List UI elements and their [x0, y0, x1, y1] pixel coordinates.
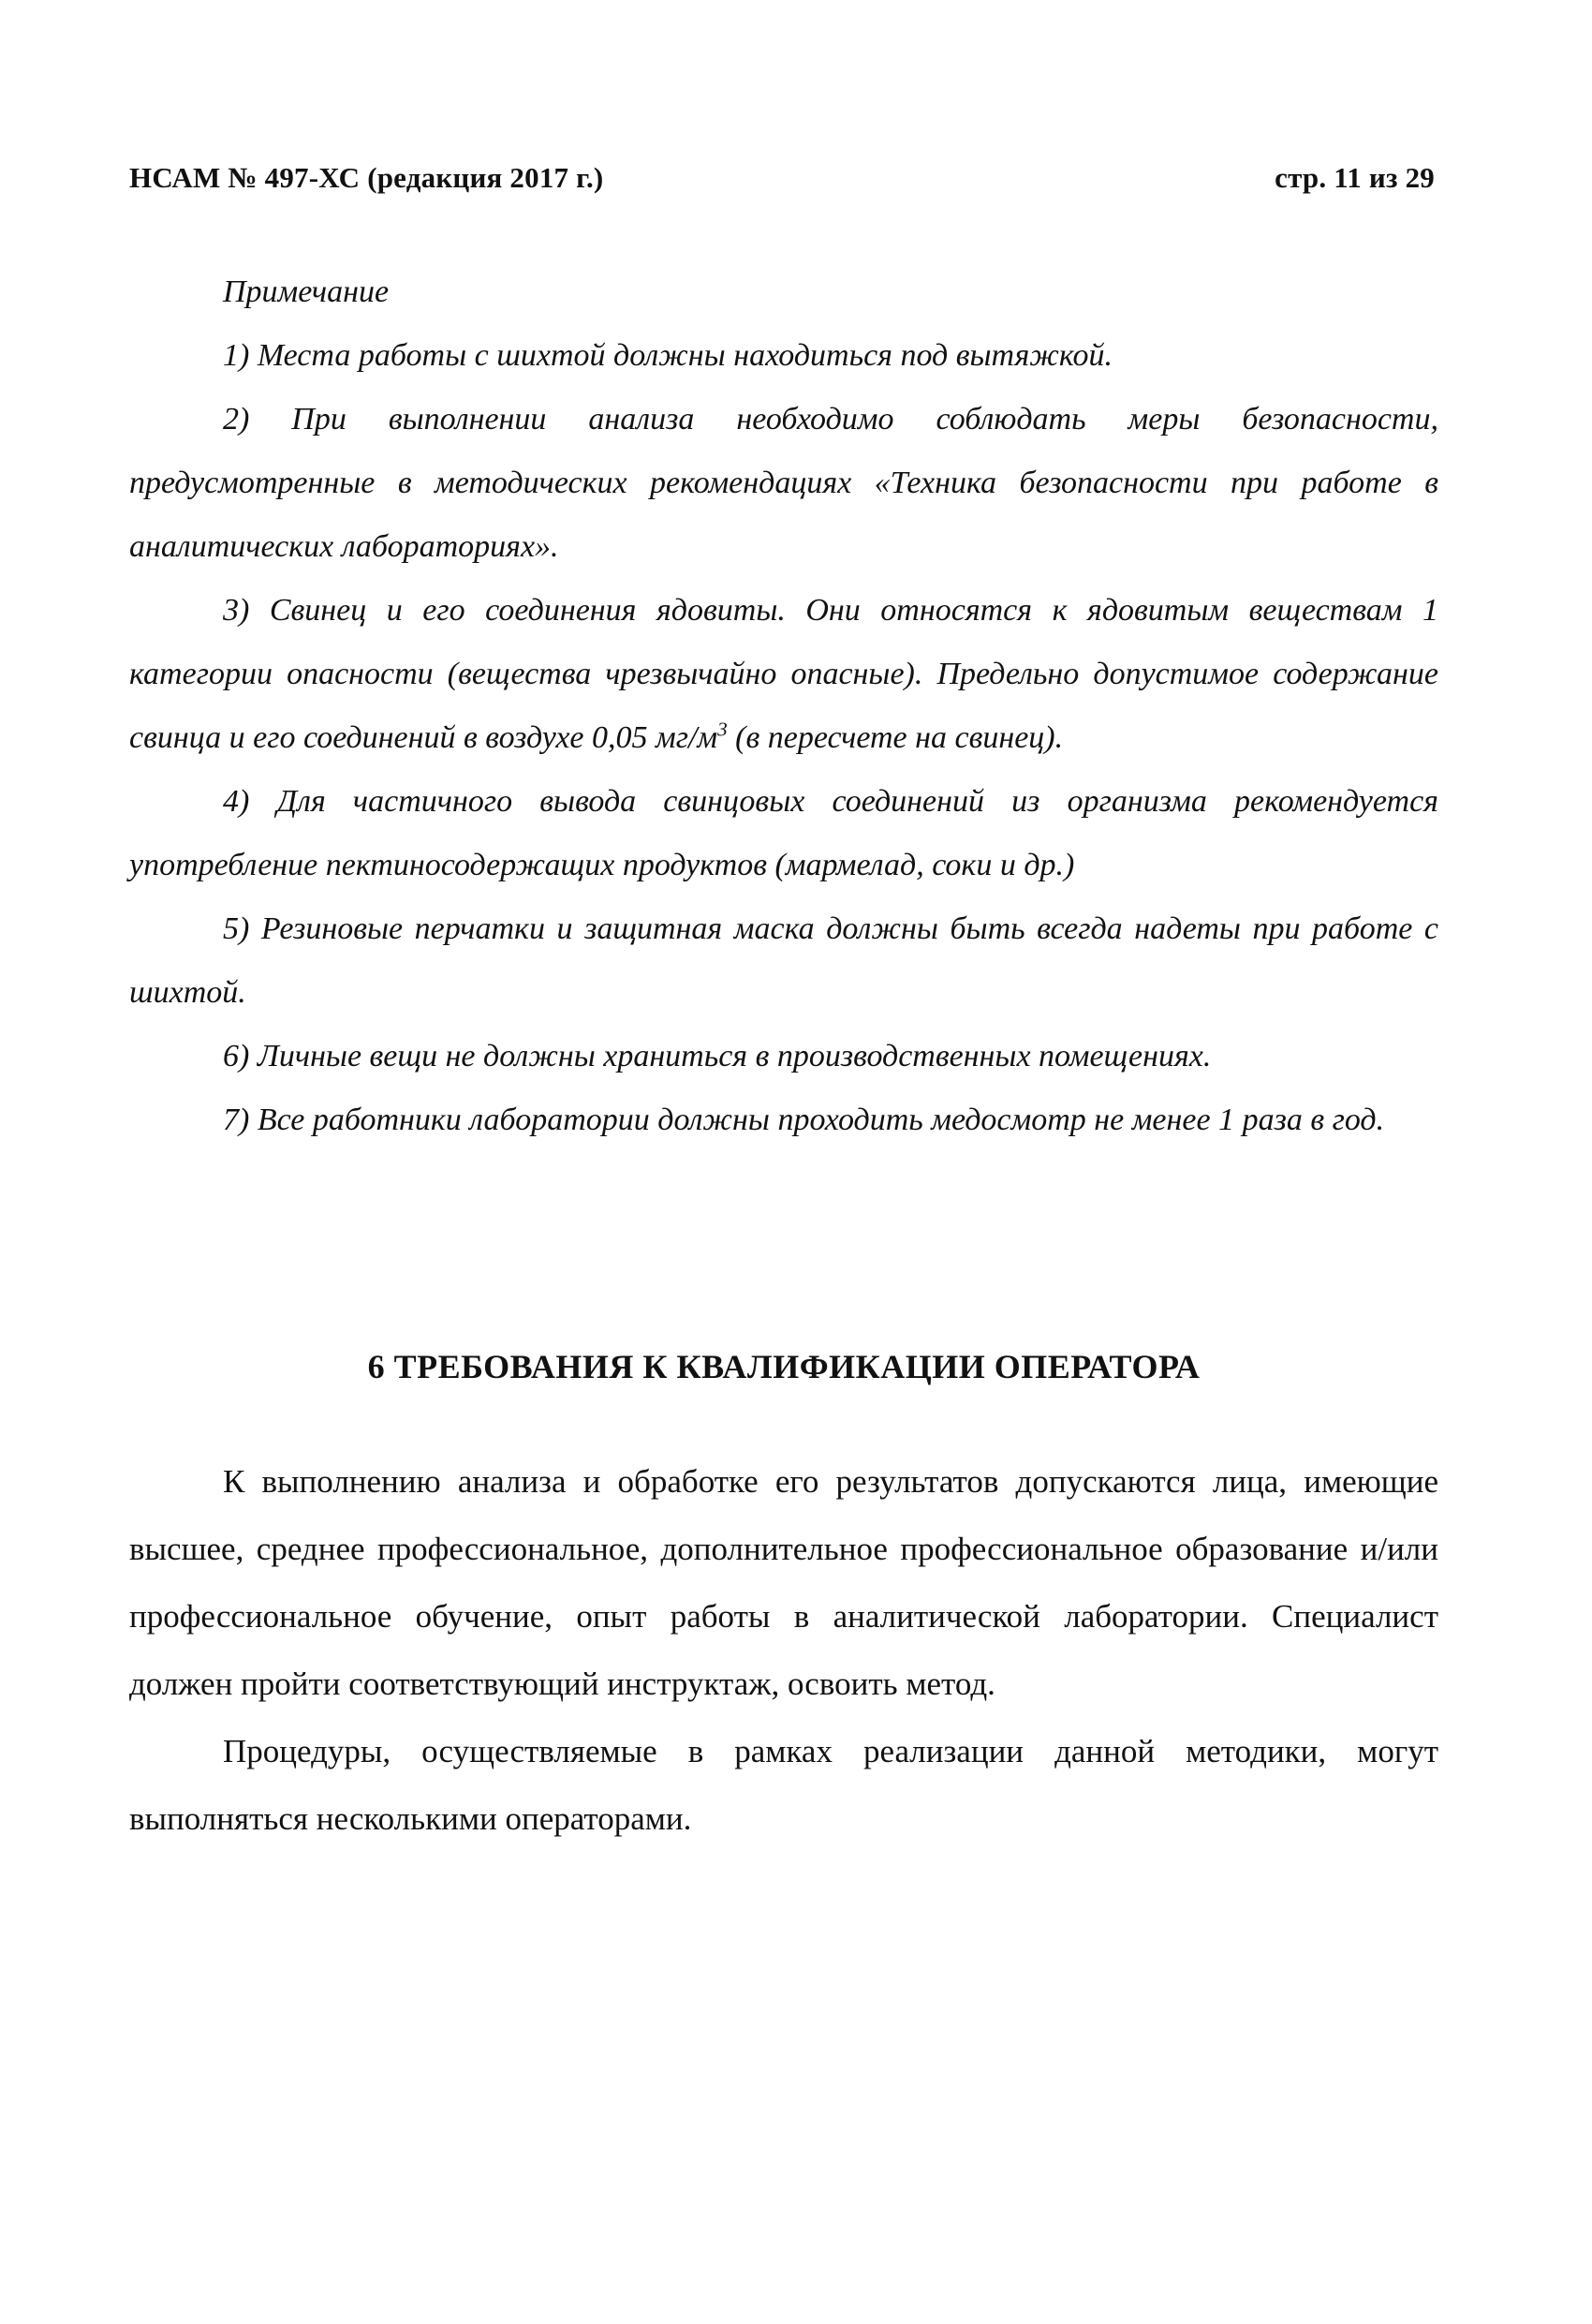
notes-title: Примечание [223, 274, 390, 309]
section-body [129, 1448, 1438, 1853]
note-item-5: 5) Резиновые перчатки и защитная маска должны быть всегда надеты при работе с шихтой. [129, 911, 1438, 1010]
note-item-3-tail: (в пересчете на свинец). [727, 720, 1064, 755]
note-item-3-text: 3) Свинец и его соединения ядовиты. Они относятся к ядовитым веществам 1 категории опасности (вещества чрезвычайно опасные). Предельно допустимое содержание свинца и его соединений в воздухе 0,05 мг/м [129, 593, 1438, 755]
page-header [129, 161, 1435, 208]
note-item-1: 1) Места работы с шихтой должны находиться под вытяжкой. [223, 338, 1113, 373]
page-number: стр. 11 из 29 [1275, 161, 1435, 194]
notes-block [129, 260, 1438, 1152]
unit-superscript: 3 [717, 718, 728, 741]
body-paragraph-1: К выполнению анализа и обработке его результатов допускаются лица, имеющие высшее, среднее профессиональное, дополнительное профессиональное образование и/или профессиональное обучение, опыт работы в аналитической лаборатории. Специалист должен пройти соответствующий инструктаж, освоить метод. [129, 1463, 1438, 1702]
note-item-3 [129, 579, 1438, 770]
body-paragraph-2: Процедуры, осуществляемые в рамках реализации данной методики, могут выполняться несколькими операторами. [129, 1733, 1438, 1837]
note-item-6: 6) Личные вещи не должны храниться в производственных помещениях. [223, 1039, 1212, 1073]
document-id: НСАМ № 497-ХС (редакция 2017 г.) [129, 161, 604, 194]
section-heading: 6 ТРЕБОВАНИЯ К КВАЛИФИКАЦИИ ОПЕРАТОРА [367, 1348, 1201, 1385]
note-item-4: 4) Для частичного вывода свинцовых соединений из организма рекомендуется употребление пектиносодержащих продуктов (мармелад, соки и др.) [129, 784, 1438, 882]
note-item-7: 7) Все работники лаборатории должны проходить медосмотр не менее 1 раза в год. [223, 1103, 1385, 1137]
note-item-2: 2) При выполнении анализа необходимо соблюдать меры безопасности, предусмотренные в методических рекомендациях «Техника безопасности при работе в аналитических лабораториях». [129, 402, 1438, 564]
